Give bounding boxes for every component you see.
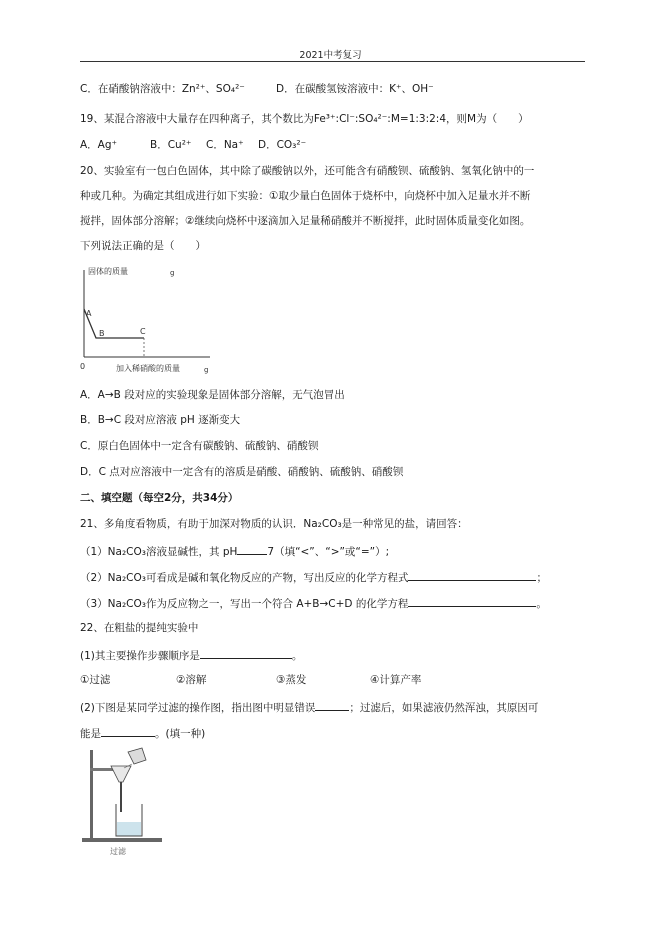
q22-part-1-blank <box>200 647 292 659</box>
q19-option-b: B．Cu²⁺ <box>150 139 192 151</box>
header-divider <box>80 61 585 62</box>
funnel-stem <box>120 782 122 812</box>
page-header-title: 2021中考复习 <box>299 50 362 61</box>
q20-option-a: A．A→B 段对应的实验现象是固体部分溶解，无气泡冒出 <box>80 389 345 401</box>
q21-part-1-prefix: （1）Na₂CO₃溶液显碱性，其 pH <box>80 546 238 558</box>
q21-part-2-blank <box>408 569 536 581</box>
figure-caption: 过滤 <box>110 847 126 856</box>
q22-part-1 <box>80 647 302 663</box>
q22-step-2: ②溶解 <box>176 674 207 686</box>
stand-rod <box>90 750 93 838</box>
q21-part-1-blank <box>237 543 267 555</box>
q21-part-2 <box>80 569 547 585</box>
q22-part-2-suffix: 。(填一种) <box>155 728 206 740</box>
q22-step-4: ④计算产率 <box>370 674 422 686</box>
q22-part-2-blank-1 <box>315 699 349 711</box>
filtration-apparatus-figure <box>80 746 170 858</box>
q22-part-2-line-2 <box>80 725 205 741</box>
graph-origin: 0 <box>80 362 86 371</box>
graph-ylabel: 固体的质量 <box>88 267 128 276</box>
q21-part-3-prefix: （3）Na₂CO₃作为反应物之一，写出一个符合 A+B→C+D 的化学方程 <box>80 598 409 610</box>
q20-option-d: D．C 点对应溶液中一定含有的溶质是硝酸、硝酸钠、硫酸钠、硝酸钡 <box>80 466 404 478</box>
q22-part-1-prefix: (1)其主要操作步骤顺序是 <box>80 650 200 662</box>
q21-part-1 <box>80 543 389 559</box>
graph-xlabel: 加入稀硝酸的质量 <box>116 364 180 373</box>
q22-step-3: ③蒸发 <box>276 674 307 686</box>
q20-stem-line-1: 20、实验室有一包白色固体，其中除了碳酸钠以外，还可能含有硝酸钡、硫酸钠、氢氧化钠中的一 <box>80 165 535 177</box>
q22-part-2-prefix: (2)下图是某同学过滤的操作图，指出图中明显错误 <box>80 702 316 714</box>
q18-option-c: C．在硝酸钠溶液中：Zn²⁺、SO₄²⁻ <box>80 83 245 95</box>
graph-xunit: g <box>204 366 209 374</box>
q20-option-b: B．B→C 段对应溶液 pH 逐渐变大 <box>80 414 241 426</box>
graph-line <box>84 309 144 338</box>
q21-part-2-suffix: ； <box>536 572 547 584</box>
section-2-title: 二、填空题（每空2分，共34分） <box>80 492 239 504</box>
q21-part-3-suffix: 。 <box>536 598 547 610</box>
q22-part-1-suffix: 。 <box>291 650 303 662</box>
q20-stem-line-4: 下列说法正确的是（ ） <box>80 240 206 252</box>
q20-option-c: C．原白色固体中一定含有碳酸钠、硫酸钠、硝酸钡 <box>80 440 319 452</box>
graph-point-c: C <box>140 327 146 336</box>
funnel <box>111 766 131 782</box>
graph-yunit: g <box>170 269 175 277</box>
q22-part-2-line-1 <box>80 699 538 715</box>
q19-stem: 19、某混合溶液中大量存在四种离子，其个数比为Fe³⁺:Cl⁻:SO₄²⁻:M=1:3:2:4，则M为（ ） <box>80 113 529 125</box>
q21-part-3 <box>80 595 547 611</box>
graph-point-a: A <box>86 309 92 318</box>
q19-option-a: A．Ag⁺ <box>80 139 118 151</box>
q22-part-2-blank-2 <box>101 725 155 737</box>
pouring-beaker <box>128 748 146 764</box>
filtrate-liquid <box>117 822 141 836</box>
q19-option-c: C．Na⁺ <box>206 139 244 151</box>
q20-mass-graph <box>78 262 218 374</box>
q20-stem-line-3: 搅拌，固体部分溶解；②继续向烧杯中逐滴加入足量稀硝酸并不断搅拌，此时固体质量变化如图。 <box>80 215 531 227</box>
q18-option-d: D．在碳酸氢铵溶液中：K⁺、OH⁻ <box>276 83 434 95</box>
q21-intro: 21、多角度看物质，有助于加深对物质的认识．Na₂CO₃是一种常见的盐，请回答： <box>80 518 468 530</box>
q21-part-1-suffix: 7（填“<”、“>”或“=”）; <box>267 546 390 558</box>
q21-part-2-prefix: （2）Na₂CO₃可看成是碱和氧化物反应的产物，写出反应的化学方程式 <box>80 572 409 584</box>
graph-point-b: B <box>99 329 105 338</box>
q22-intro: 22、在粗盐的提纯实验中 <box>80 622 199 634</box>
q21-part-3-blank <box>408 595 536 607</box>
q20-stem-line-2: 种或几种。为确定其组成进行如下实验：①取少量白色固体于烧杯中，向烧杯中加入足量水并不断 <box>80 190 531 202</box>
stand-base <box>82 838 162 842</box>
q19-option-d: D．CO₃²⁻ <box>258 139 307 151</box>
q22-part-2-middle: ；过滤后，如果滤液仍然浑浊，其原因可 <box>349 702 539 714</box>
q22-part-2-line-2-prefix: 能是 <box>80 728 101 740</box>
q22-step-1: ①过滤 <box>80 674 111 686</box>
